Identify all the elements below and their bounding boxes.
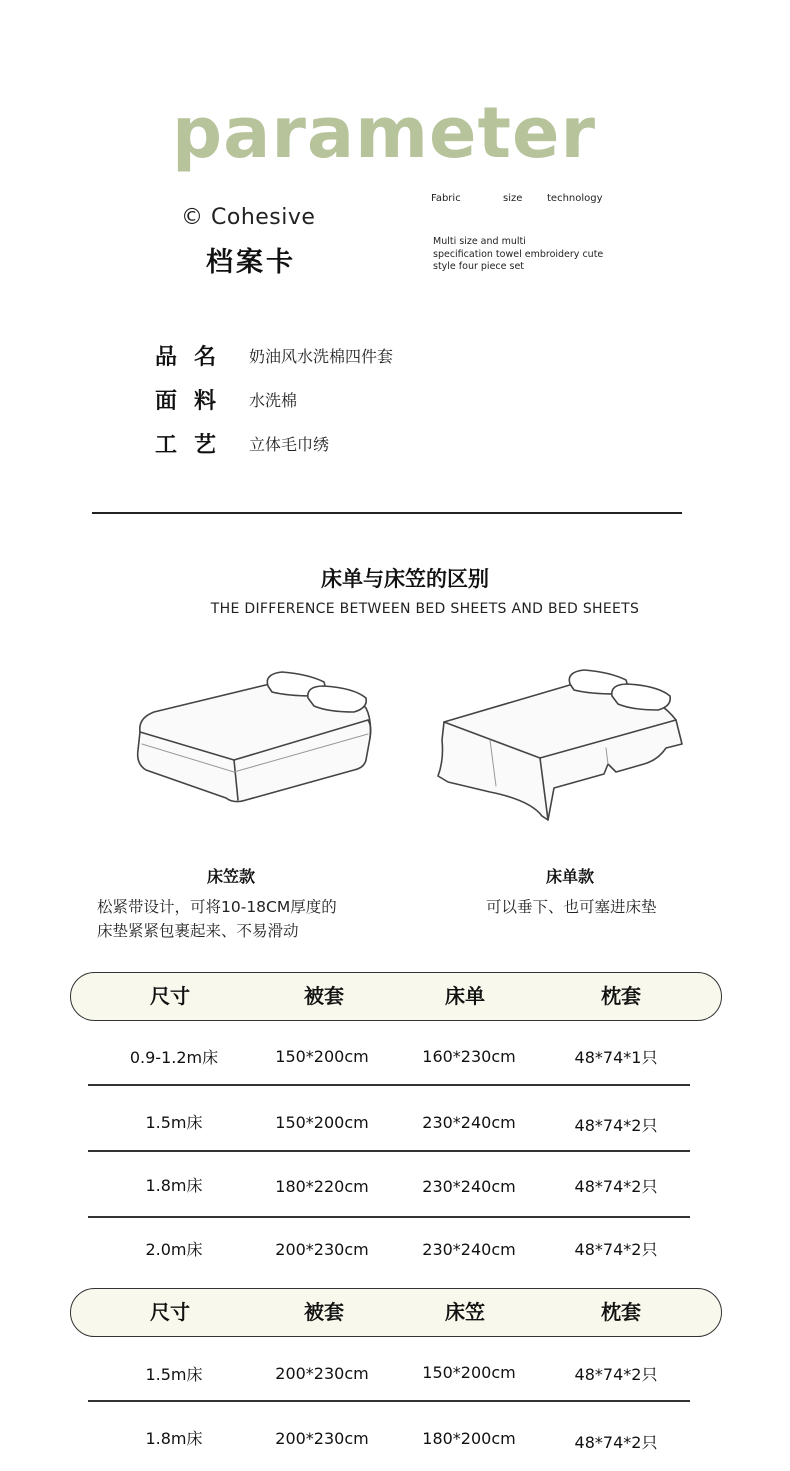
- fitted-size-table-header: [70, 1288, 722, 1337]
- row-divider: [88, 1084, 690, 1086]
- table-cell: 230*240cm: [422, 1113, 516, 1132]
- header-pillowcase: 枕套: [601, 984, 641, 1008]
- table-cell: 48*74*2只: [574, 1116, 658, 1135]
- table-cell: 48*74*1只: [574, 1048, 658, 1067]
- header-sheet: 床单: [445, 984, 485, 1008]
- row-divider: [88, 1216, 690, 1218]
- table-cell: 200*230cm: [275, 1364, 369, 1383]
- row-divider: [88, 1400, 690, 1402]
- table-cell: 230*240cm: [422, 1177, 516, 1196]
- header-duvet: 被套: [304, 984, 344, 1008]
- table-cell: 48*74*2只: [574, 1433, 658, 1452]
- info-label-name: 品名: [155, 345, 234, 370]
- table-cell: 48*74*2只: [574, 1240, 658, 1259]
- header-pillowcase: 枕套: [601, 1300, 641, 1324]
- fitted-sheet-bed-illustration: [128, 660, 383, 810]
- table-cell: 230*240cm: [422, 1240, 516, 1259]
- fitted-caption-text: 松紧带设计，可将10-18CM厚度的 床垫紧紧包裹起来、不易滑动: [97, 898, 337, 940]
- info-label-fabric: 面料: [155, 389, 234, 414]
- table-cell: 48*74*2只: [574, 1177, 658, 1196]
- table-cell: 48*74*2只: [574, 1365, 658, 1384]
- flat-caption-title: 床单款: [546, 867, 595, 886]
- table-cell: 0.9-1.2m床: [129, 1048, 219, 1067]
- info-value-fabric: 水洗棉: [249, 391, 298, 410]
- table-cell: 180*220cm: [275, 1177, 369, 1196]
- tag-technology: technology: [547, 193, 603, 204]
- product-description: Multi size and multi specification towel embroidery cute style four piece set: [433, 236, 604, 272]
- page-title: parameter: [172, 92, 596, 174]
- header-duvet: 被套: [304, 1300, 344, 1324]
- table-cell: 150*200cm: [422, 1363, 516, 1382]
- table-cell: 2.0m床: [145, 1240, 203, 1259]
- card-title: 档案卡: [206, 247, 296, 278]
- table-cell: 200*230cm: [275, 1429, 369, 1448]
- table-cell: 1.8m床: [145, 1429, 203, 1448]
- table-cell: 150*200cm: [275, 1113, 369, 1132]
- row-divider: [88, 1150, 690, 1152]
- header-fitted-sheet: 床笠: [445, 1300, 485, 1324]
- header-size: 尺寸: [150, 984, 190, 1008]
- size-table-header: [70, 972, 722, 1021]
- info-value-name: 奶油风水洗棉四件套: [249, 347, 394, 366]
- header-size: 尺寸: [150, 1300, 190, 1324]
- fitted-caption-title: 床笠款: [207, 867, 256, 886]
- table-cell: 160*230cm: [422, 1047, 516, 1066]
- flat-caption-text: 可以垂下、也可塞进床垫: [486, 898, 657, 916]
- flat-sheet-bed-illustration: [430, 660, 690, 825]
- info-label-craft: 工艺: [155, 433, 234, 458]
- section-divider: [92, 512, 682, 514]
- section-subtitle: THE DIFFERENCE BETWEEN BED SHEETS AND BED SHEETS: [210, 601, 640, 617]
- section-title: 床单与床笠的区别: [321, 567, 489, 591]
- table-cell: 1.5m床: [145, 1365, 203, 1384]
- table-cell: 150*200cm: [275, 1047, 369, 1066]
- brand-name: © Cohesive: [181, 205, 316, 230]
- tag-size: size: [503, 193, 523, 204]
- table-cell: 1.8m床: [145, 1176, 203, 1195]
- tag-fabric: Fabric: [431, 193, 461, 204]
- table-cell: 200*230cm: [275, 1240, 369, 1259]
- table-cell: 180*200cm: [422, 1429, 516, 1448]
- table-cell: 1.5m床: [145, 1113, 203, 1132]
- info-value-craft: 立体毛巾绣: [249, 435, 330, 454]
